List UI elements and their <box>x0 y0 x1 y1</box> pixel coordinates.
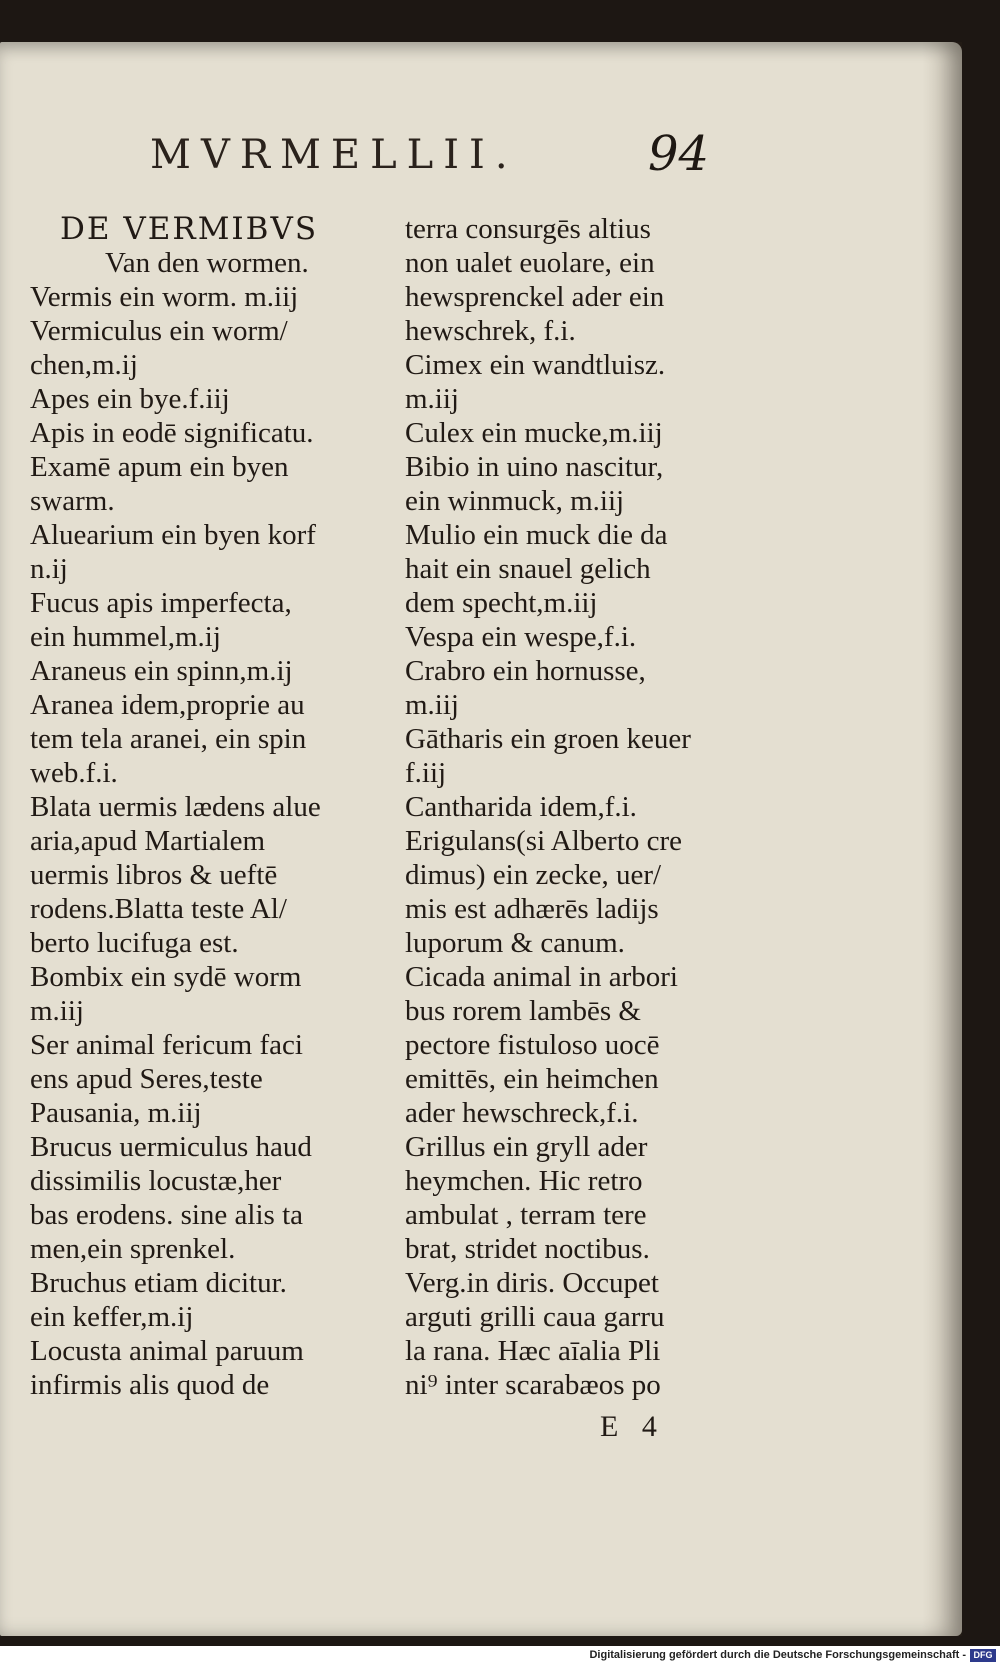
text-line: Locusta animal paruum <box>30 1335 304 1367</box>
text-line: Apes ein bye.f.iij <box>30 383 230 415</box>
text-line: Mulio ein muck die da <box>405 519 668 551</box>
text-line: m.iij <box>405 383 459 415</box>
text-line: m.iij <box>30 995 84 1027</box>
text-line: terra consurgēs altius <box>405 213 651 245</box>
text-line: pectore fistuloso uocē <box>405 1029 660 1061</box>
text-line: swarm. <box>30 485 115 517</box>
dfg-logo-icon: DFG <box>970 1649 996 1662</box>
text-line: hewsprenckel ader ein <box>405 281 665 313</box>
text-line: uermis libros & ueftē <box>30 859 278 891</box>
text-line: infirmis alis quod de <box>30 1369 270 1401</box>
text-line: rodens.Blatta teste Al/ <box>30 893 287 925</box>
text-line: DE VERMIBVS <box>60 211 319 247</box>
text-line: f.iij <box>405 757 447 789</box>
text-line: ein winmuck, m.iij <box>405 485 625 517</box>
text-line: Cantharida idem,f.i. <box>405 791 637 823</box>
text-line: web.f.i. <box>30 757 118 789</box>
text-line: n.ij <box>30 553 68 585</box>
page-number: 94 <box>648 126 710 182</box>
funding-credit: Digitalisierung gefördert durch die Deutsche Forschungsgemeinschaft - <box>589 1649 966 1661</box>
text-line: bus rorem lambēs & <box>405 995 641 1027</box>
right-column <box>405 212 767 1402</box>
text-line: Apis in eodē significatu. <box>30 417 314 449</box>
text-line: Cicada animal in arbori <box>405 961 678 993</box>
text-line: m.iij <box>405 689 459 721</box>
running-head: MVRMELLII. <box>150 132 518 178</box>
text-line: Blata uermis lædens alue <box>30 791 321 823</box>
text-line: Vespa ein wespe,f.i. <box>405 621 637 653</box>
text-line: men,ein sprenkel. <box>30 1233 236 1265</box>
left-column <box>30 212 392 1402</box>
text-line: ader hewschreck,f.i. <box>405 1097 639 1129</box>
text-line: mis est adhærēs ladijs <box>405 893 659 925</box>
text-line: Bombix ein sydē worm <box>30 961 302 993</box>
text-line: dem specht,m.iij <box>405 587 598 619</box>
signature-mark <box>600 1410 657 1444</box>
text-line: Fucus apis imperfecta, <box>30 587 292 619</box>
text-line: bas erodens. sine alis ta <box>30 1199 304 1231</box>
page-header <box>150 126 710 192</box>
footer-bar <box>0 1646 1000 1666</box>
text-line: Brucus uermiculus haud <box>30 1131 312 1163</box>
text-line: Bruchus etiam dicitur. <box>30 1267 287 1299</box>
text-line: Examē apum ein byen <box>30 451 289 483</box>
text-line: Araneus ein spinn,m.ij <box>30 655 293 687</box>
text-line: dissimilis locustæ,her <box>30 1165 282 1197</box>
text-line: Erigulans(si Alberto cre <box>405 825 683 857</box>
text-line: heymchen. Hic retro <box>405 1165 643 1197</box>
signature-number: 4 <box>641 1410 657 1443</box>
text-line: ambulat , terram tere <box>405 1199 647 1231</box>
text-line: Aluearium ein byen korf <box>30 519 316 551</box>
text-line: hait ein snauel gelich <box>405 553 651 585</box>
text-line: hewschrek, f.i. <box>405 315 576 347</box>
text-line: chen,m.ij <box>30 349 138 381</box>
text-line: brat, stridet noctibus. <box>405 1233 650 1265</box>
text-line: Bibio in uino nascitur, <box>405 451 664 483</box>
text-line: arguti grilli caua garru <box>405 1301 665 1333</box>
text-line: Verg.in diris. Occupet <box>405 1267 659 1299</box>
text-line: Ser animal fericum faci <box>30 1029 303 1061</box>
text-line: ein hummel,m.ij <box>30 621 221 653</box>
text-line: berto lucifuga est. <box>30 927 239 959</box>
text-line: Vermis ein worm. m.iij <box>30 281 299 313</box>
text-line: la rana. Hæc aīalia Pli <box>405 1335 661 1367</box>
text-line: emittēs, ein heimchen <box>405 1063 659 1095</box>
text-line: ein keffer,m.ij <box>30 1301 194 1333</box>
text-line: Gātharis ein groen keuer <box>405 723 691 755</box>
text-line: Crabro ein hornusse, <box>405 655 646 687</box>
text-line: Grillus ein gryll ader <box>405 1131 648 1163</box>
text-line: Aranea idem,proprie au <box>30 689 305 721</box>
signature-letter: E <box>600 1410 619 1443</box>
text-line: Pausania, m.iij <box>30 1097 202 1129</box>
book-page <box>0 42 962 1636</box>
text-line: ens apud Seres,teste <box>30 1063 263 1095</box>
text-line: Van den wormen. <box>105 247 309 279</box>
text-line: tem tela aranei, ein spin <box>30 723 307 755</box>
text-line: Vermiculus ein worm/ <box>30 315 288 347</box>
text-line: Cimex ein wandtluisz. <box>405 349 666 381</box>
text-line: aria,apud Martialem <box>30 825 266 857</box>
text-line: luporum & canum. <box>405 927 625 959</box>
text-line: ni⁹ inter scarabæos po <box>405 1369 661 1401</box>
text-line: dimus) ein zecke, uer/ <box>405 859 662 891</box>
text-line: non ualet euolare, ein <box>405 247 655 279</box>
text-line: Culex ein mucke,m.iij <box>405 417 663 449</box>
